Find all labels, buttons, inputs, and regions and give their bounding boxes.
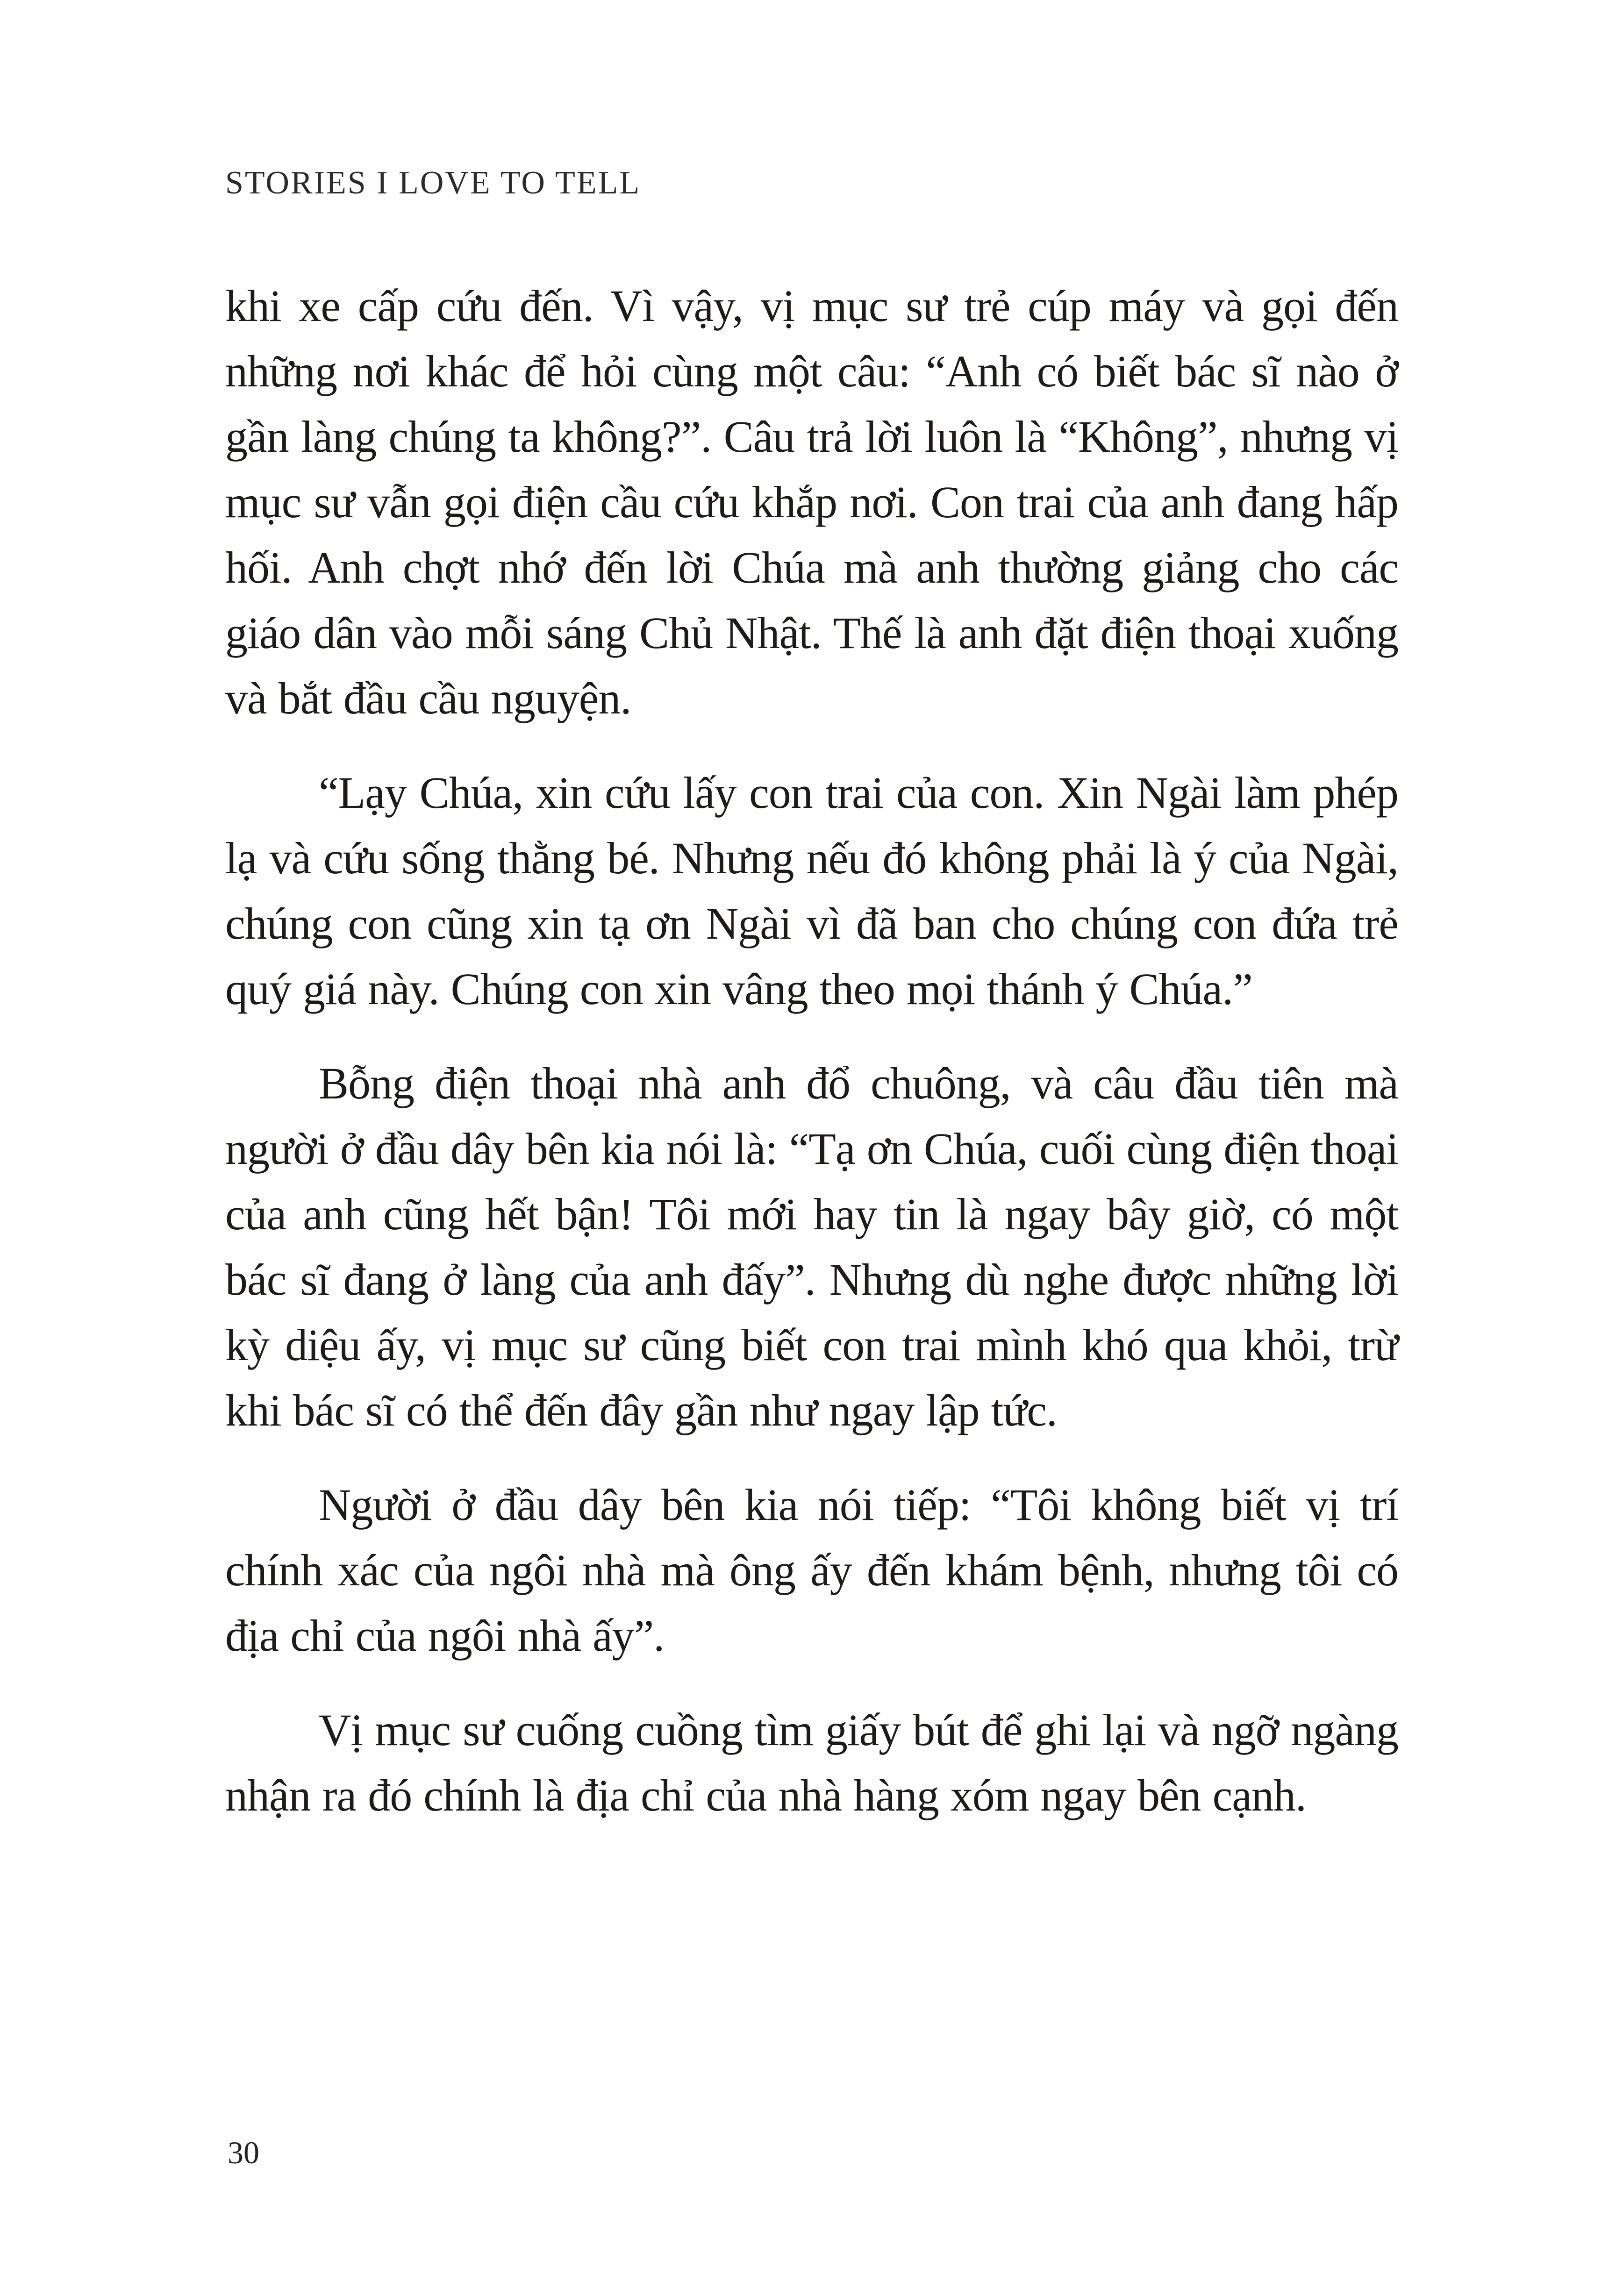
body-text xyxy=(225,273,1398,1857)
paragraph-3: Bỗng điện thoại nhà anh đổ chuông, và câu đầu tiên mà người ở đầu dây bên kia nói là: “Tạ ơn Chúa, cuối cùng điện thoại của anh cũng hết bận! Tôi mới hay tin là ngay bây giờ, có một bác sĩ đang ở làng của anh đấy”. Nhưng dù nghe được những lời kỳ diệu ấy, vị mục sư cũng biết con trai mình khó qua khỏi, trừ khi bác sĩ có thể đến đây gần như ngay lập tức. xyxy=(225,1058,1398,1435)
page-number: 30 xyxy=(228,2135,259,2170)
paragraph-5: Vị mục sư cuống cuồng tìm giấy bút để ghi lại và ngỡ ngàng nhận ra đó chính là địa chỉ của nhà hàng xóm ngay bên cạnh. xyxy=(225,1705,1398,1820)
paragraph-4: Người ở đầu dây bên kia nói tiếp: “Tôi không biết vị trí chính xác của ngôi nhà mà ông ấy đến khám bệnh, nhưng tôi có địa chỉ của ngôi nhà ấy”. xyxy=(225,1480,1398,1661)
running-header: STORIES I LOVE TO TELL xyxy=(225,165,641,201)
paragraph-2-prayer-quote: “Lạy Chúa, xin cứu lấy con trai của con. Xin Ngài làm phép lạ và cứu sống thằng bé. Nhưng nếu đó không phải là ý của Ngài, chúng con cũng xin tạ ơn Ngài vì đã ban cho chúng con đứa trẻ quý giá này. Chúng con xin vâng theo mọi thánh ý Chúa.” xyxy=(225,768,1398,1014)
paragraph-1: khi xe cấp cứu đến. Vì vậy, vị mục sư trẻ cúp máy và gọi đến những nơi khác để hỏi cùng một câu: “Anh có biết bác sĩ nào ở gần làng chúng ta không?”. Câu trả lời luôn là “Không”, nhưng vị mục sư vẫn gọi điện cầu cứu khắp nơi. Con trai của anh đang hấp hối. Anh chợt nhớ đến lời Chúa mà anh thường giảng cho các giáo dân vào mỗi sáng Chủ Nhật. Thế là anh đặt điện thoại xuống và bắt đầu cầu nguyện. xyxy=(225,281,1398,723)
